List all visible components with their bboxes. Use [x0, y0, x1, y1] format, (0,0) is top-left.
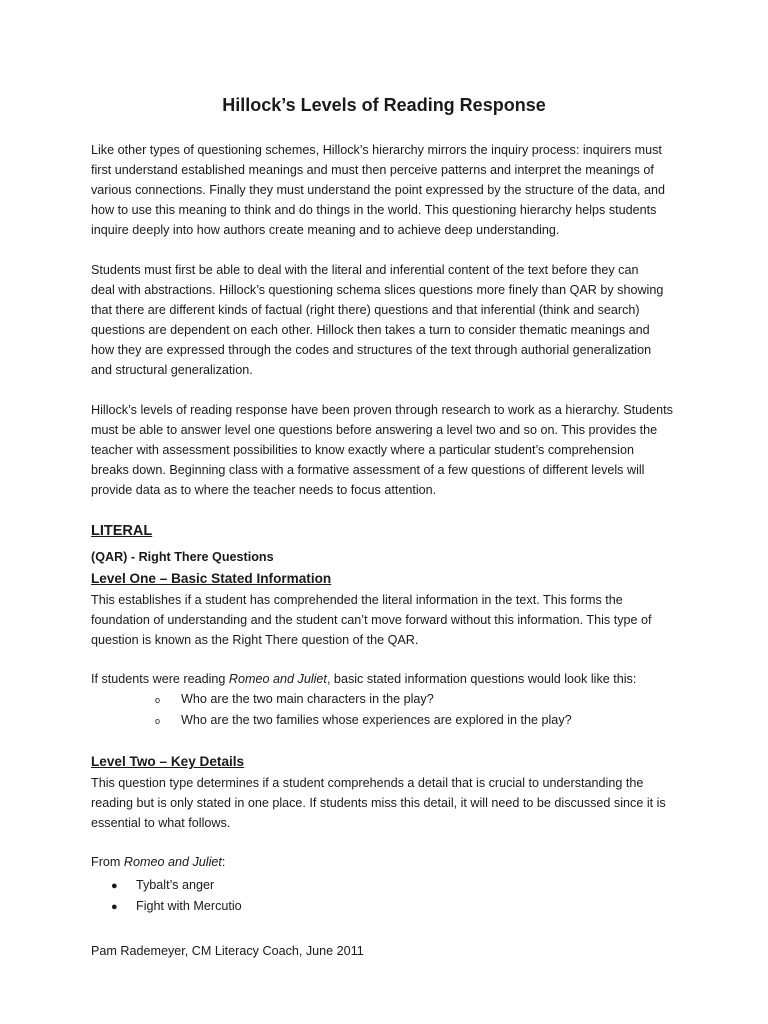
qar-label: (QAR) - Right There Questions	[91, 550, 274, 564]
section-heading-literal: LITERAL	[91, 523, 153, 539]
text-line: first understand established meanings and must then perceive patterns and interpret the meanings of	[91, 163, 654, 177]
document-title: Hillock’s Levels of Reading Response	[222, 95, 546, 115]
text-line: foundation of understanding and the student can’t move forward without this information. This type of	[91, 613, 652, 627]
intro-paragraph-2	[91, 260, 691, 380]
level-one-question-list	[155, 689, 572, 731]
text-line: This establishes if a student has comprehended the literal information in the text. This forms the	[91, 593, 623, 607]
text-line: question is known as the Right There question of the QAR.	[91, 633, 419, 647]
text-line: Like other types of questioning schemes, Hillock’s hierarchy mirrors the inquiry process: inquirers must	[91, 143, 662, 157]
text-line: provide data as to where the teacher needs to focus attention.	[91, 483, 437, 497]
text-line: questions are dependent on each other. Hillock then takes a turn to consider thematic meanings and	[91, 323, 650, 337]
list-item	[155, 710, 572, 731]
level-one-heading: Level One – Basic Stated Information	[91, 571, 332, 586]
text-line: Students must first be able to deal with the literal and inferential content of the text before they can	[91, 263, 639, 277]
intro-paragraph-1	[91, 140, 691, 240]
text-line: This question type determines if a student comprehends a detail that is crucial to understanding the	[91, 776, 644, 790]
text-line: essential to what follows.	[91, 816, 231, 830]
list-item-text: Who are the two families whose experiences are explored in the play?	[181, 713, 572, 727]
list-item	[155, 689, 572, 710]
text-line: Hillock’s levels of reading response have been proven through research to work as a hierarchy. Students	[91, 403, 673, 417]
work-title: Romeo and Juliet	[123, 855, 222, 869]
level-two-detail-list	[111, 875, 242, 917]
list-item-text: Who are the two main characters in the play?	[181, 692, 434, 706]
text-line: reading but is only stated in one place. If students miss this detail, it will need to be discussed since it is	[91, 796, 666, 810]
level-two-heading: Level Two – Key Details	[91, 754, 245, 769]
dot-bullet-icon: ●	[111, 901, 118, 913]
text-line: how they are expressed through the codes and structures of the text through authorial generalization	[91, 343, 652, 357]
level-two-description	[91, 773, 691, 833]
list-item-text: Fight with Mercutio	[136, 899, 242, 913]
example-prefix: If students were reading	[91, 672, 229, 686]
text-line: deal with abstractions. Hillock’s questioning schema slices questions more finely than QAR by showing	[91, 283, 664, 297]
text-line: must be able to answer level one questions before answering a level two and so on. This provides the	[91, 423, 658, 437]
text-line: and structural generalization.	[91, 363, 253, 377]
work-title: Romeo and Juliet	[228, 672, 327, 686]
level-one-example-intro	[91, 669, 691, 689]
text-line: how to use this meaning to think and do things in the world. This questioning hierarchy helps students	[91, 203, 657, 217]
level-two-example-intro	[91, 852, 691, 872]
from-prefix: From	[91, 855, 124, 869]
list-item-text: Tybalt’s anger	[136, 878, 215, 892]
text-line: teacher with assessment possibilities to know exactly where a particular student’s comprehension	[91, 443, 634, 457]
text-line: inquire deeply into how authors create meaning and to achieve deep understanding.	[91, 223, 560, 237]
text-line: breaks down. Beginning class with a formative assessment of a few questions of different levels will	[91, 463, 645, 477]
list-item	[111, 896, 242, 917]
intro-paragraph-3	[91, 400, 691, 500]
circle-bullet-icon: o	[155, 695, 161, 705]
page-footer: Pam Rademeyer, CM Literacy Coach, June 2011	[91, 944, 364, 958]
example-suffix: , basic stated information questions would look like this:	[326, 672, 637, 686]
from-suffix: :	[221, 855, 226, 869]
text-line: that there are different kinds of factual (right there) questions and that inferential (think and search)	[91, 303, 640, 317]
dot-bullet-icon: ●	[111, 880, 118, 892]
text-line: various connections. Finally they must understand the point expressed by the structure of the data, and	[91, 183, 666, 197]
circle-bullet-icon: o	[155, 716, 161, 726]
level-one-description	[91, 590, 691, 650]
list-item	[111, 875, 242, 896]
